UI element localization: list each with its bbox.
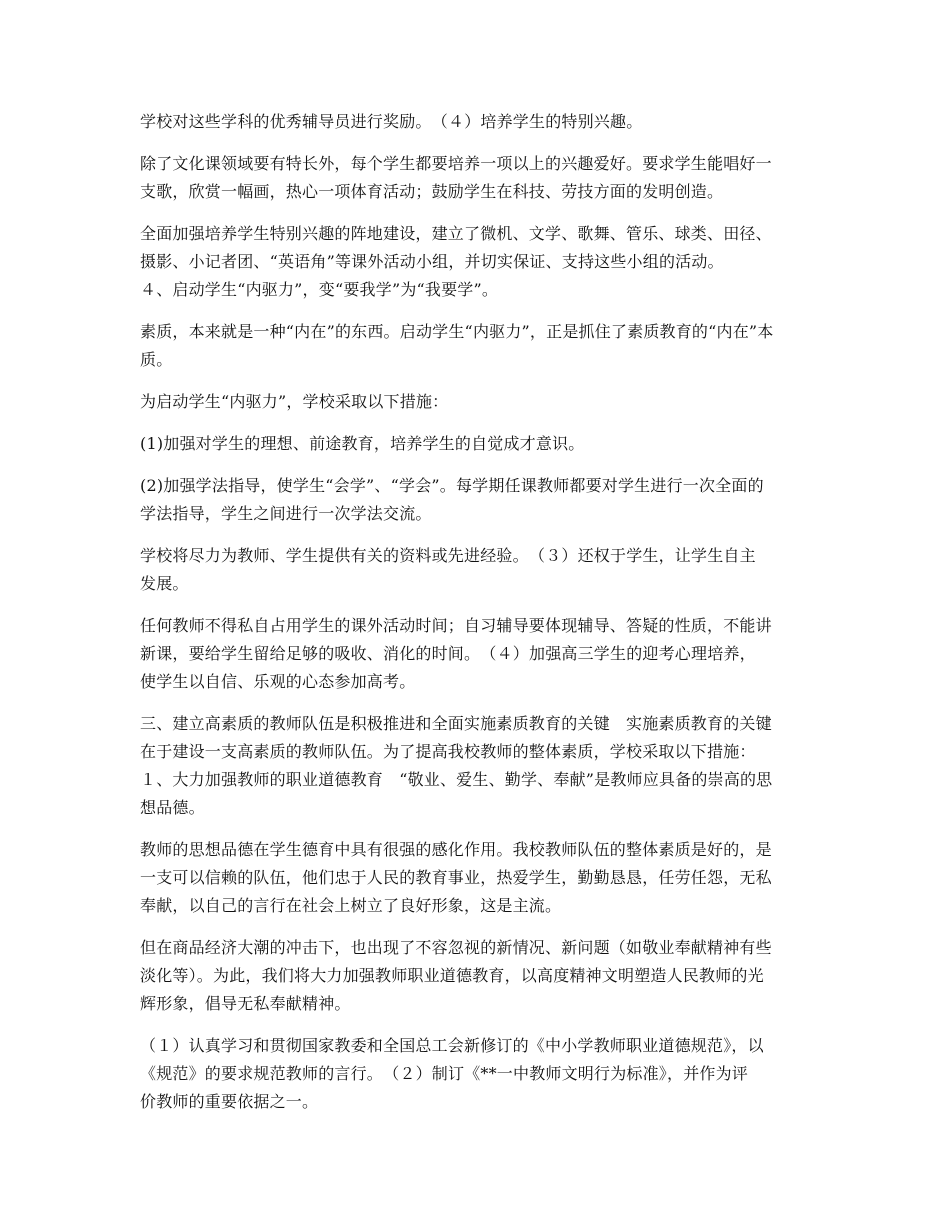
text-line: １、大力加强教师的职业道德教育 “敬业、爱生、勤学、奉献”是教师应具备的崇高的思 bbox=[140, 770, 773, 789]
paragraph bbox=[140, 542, 820, 598]
text-line: (2)加强学法指导，使学生“会学”、“学会”。每学期任课教师都要对学生进行一次全面的 bbox=[140, 476, 764, 495]
text-line: 发展。 bbox=[140, 574, 189, 593]
text-line: 学校对这些学科的优秀辅导员进行奖励。 （４）培养学生的特别兴趣。 bbox=[140, 112, 643, 131]
paragraph bbox=[140, 150, 820, 206]
paragraph bbox=[140, 472, 820, 528]
text-line: （１）认真学习和贯彻国家教委和全国总工会新修订的《中小学教师职业道德规范》，以 bbox=[140, 1036, 764, 1055]
text-line: (1)加强对学生的理想、前途教育，培养学生的自觉成才意识。 bbox=[140, 434, 585, 453]
paragraph bbox=[140, 108, 820, 136]
text-line: 使学生以自信、乐观的心态参加高考。 bbox=[140, 672, 416, 691]
text-line: 在于建设一支高素质的教师队伍。为了提高我校教师的整体素质，学校采取以下措施： bbox=[140, 742, 756, 761]
text-line: 一支可以信赖的队伍，他们忠于人民的教育事业，热爱学生，勤勤恳恳，任劳任怨，无私 bbox=[140, 868, 772, 887]
paragraph bbox=[140, 430, 820, 458]
text-line: 学法指导，学生之间进行一次学法交流。 bbox=[140, 504, 432, 523]
text-line: 三、建立高素质的教师队伍是积极推进和全面实施素质教育的关键 实施素质教育的关键 bbox=[140, 714, 772, 733]
paragraph bbox=[140, 612, 820, 696]
text-line: 辉形象，倡导无私奉献精神。 bbox=[140, 994, 351, 1013]
paragraph bbox=[140, 318, 820, 374]
text-line: 教师的思想品德在学生德育中具有很强的感化作用。我校教师队伍的整体素质是好的，是 bbox=[140, 840, 772, 859]
text-line: 奉献，以自己的言行在社会上树立了良好形象，这是主流。 bbox=[140, 896, 562, 915]
text-line: 新课，要给学生留给足够的吸收、消化的时间。 （４）加强高三学生的迎考心理培养， bbox=[140, 644, 756, 663]
paragraph bbox=[140, 220, 820, 304]
text-line: 质。 bbox=[140, 350, 173, 369]
text-line: 《规范》的要求规范教师的言行。 （２）制订《**一中教师文明行为标准》，并作为评 bbox=[140, 1064, 749, 1083]
text-line: 学校将尽力为教师、学生提供有关的资料或先进经验。 （３）还权于学生，让学生自主 bbox=[140, 546, 756, 565]
text-line: 摄影、小记者团、“英语角”等课外活动小组，并切实保证、支持这些小组的活动。 bbox=[140, 252, 724, 271]
paragraph bbox=[140, 836, 820, 920]
document-body bbox=[140, 108, 820, 1130]
text-line: 想品德。 bbox=[140, 798, 205, 817]
paragraph bbox=[140, 388, 820, 416]
text-line: ４、启动学生“内驱力”，变“要我学”为“我要学”。 bbox=[140, 280, 499, 299]
paragraph bbox=[140, 934, 820, 1018]
text-line: 全面加强培养学生特别兴趣的阵地建设，建立了微机、文学、歌舞、管乐、球类、田径、 bbox=[140, 224, 772, 243]
paragraph bbox=[140, 1032, 820, 1116]
paragraph bbox=[140, 710, 820, 822]
text-line: 素质，本来就是一种“内在”的东西。启动学生“内驱力”，正是抓住了素质教育的“内在”本 bbox=[140, 322, 774, 341]
text-line: 支歌，欣赏一幅画，热心一项体育活动；鼓励学生在科技、劳技方面的发明创造。 bbox=[140, 182, 724, 201]
text-line: 价教师的重要依据之一。 bbox=[140, 1092, 319, 1111]
text-line: 任何教师不得私自占用学生的课外活动时间；自习辅导要体现辅导、答疑的性质，不能讲 bbox=[140, 616, 772, 635]
text-line: 淡化等）。为此，我们将大力加强教师职业道德教育，以高度精神文明塑造人民教师的光 bbox=[140, 966, 764, 985]
text-line: 但在商品经济大潮的冲击下，也出现了不容忽视的新情况、新问题（如敬业奉献精神有些 bbox=[140, 938, 772, 957]
text-line: 除了文化课领域要有特长外，每个学生都要培养一项以上的兴趣爱好。要求学生能唱好一 bbox=[140, 154, 772, 173]
text-line: 为启动学生“内驱力”，学校采取以下措施： bbox=[140, 392, 449, 411]
